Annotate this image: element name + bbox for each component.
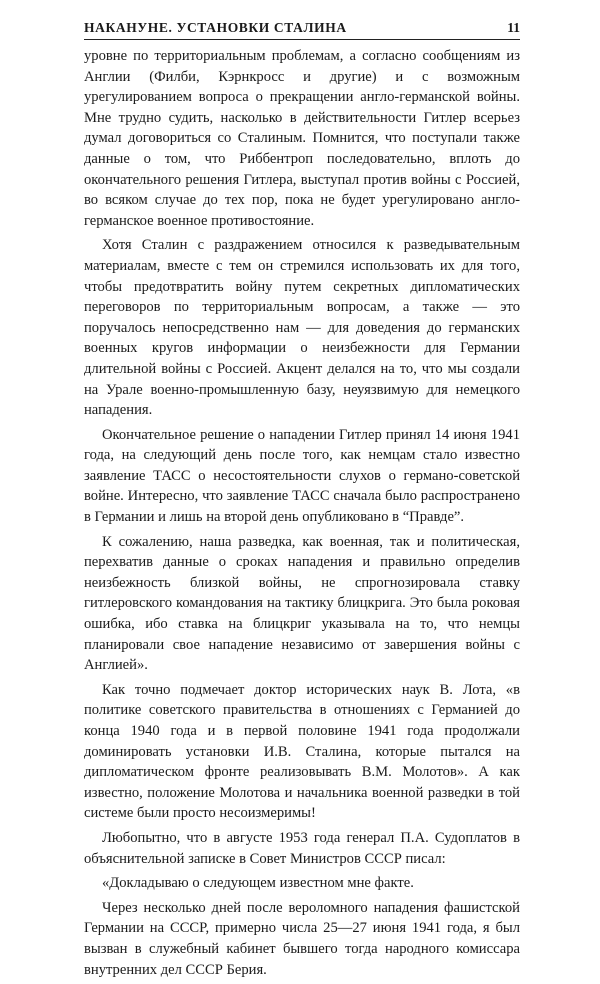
paragraph: Как точно подмечает доктор исторических наук В. Лота, «в политике советского правительства в отношениях с Германией до конца 1940 года и в первой половине 1941 года продолжали доминировать установки И.В. Сталина, которые пытался на дипломатическом фронте реализовывать В.М. Молотов». А как известно, положение Молотова и начальника военной разведки в той системе были просто несоизмеримы!: [84, 681, 520, 822]
paragraph: «Докладываю о следующем известном мне факте.: [102, 875, 414, 892]
paragraph: К сожалению, наша разведка, как военная, так и политическая, перехватив данные о сроках нападения и правильно определив неизбежность близкой войны, не спрогнозировала ставку гитлеровского командования на тактику блицкрига. Это была роковая ошибка, ибо ставка на блицкриг указывала на то, что немцы планировали свое нападение независимо от завершения войны с Англией».: [84, 533, 520, 674]
paragraph: Окончательное решение о нападении Гитлер принял 14 июня 1941 года, на следующий день после того, как немцам стало известно заявление ТАСС о несостоятельности слухов о германо-советской войне. Интересно, что заявление ТАСС сначала было распространено в Германии и лишь на второй день опубликовано в “Правде”.: [84, 426, 520, 526]
running-header: [84, 20, 520, 40]
paragraph: уровне по территориальным проблемам, а согласно сообщениям из Англии (Филби, Кэрнкросс и другие) и с возможным урегулированием вопроса о прекращении англо-германской войны. Мне трудно судить, насколько в действительности Гитлер всерьез думал договориться со Сталиным. Помнится, что поступали также данные о том, что Риббентроп последовательно, вплоть до окончательного решения Гитлера, выступал против войны с Россией, во всяком случае до тех пор, пока не будет урегулировано англо-германское военное противостояние.: [84, 48, 520, 229]
page-body: [84, 46, 520, 980]
paragraph: Хотя Сталин с раздражением относился к разведывательным материалам, вместе с тем он стремился использовать их для того, чтобы предотвратить войну путем секретных дипломатических переговоров по территориальным вопросам, а также — это поручалось непосредственно нам — для доведения до германских военных кругов информации о неизбежности для Германии длительной войны с Россией. Акцент делался на то, что мы создали на Урале военно-промышленную базу, неуязвимую для немецкого нападения.: [84, 237, 520, 419]
paragraph: Любопытно, что в августе 1953 года генерал П.А. Судоплатов в объяснительной записке в Совет Министров СССР писал:: [84, 829, 520, 867]
book-page: [84, 20, 520, 984]
paragraph: Через несколько дней после вероломного нападения фашистской Германии на СССР, примерно числа 25—27 июня 1941 года, я был вызван в служебный кабинет бывшего тогда народного комиссара внутренних дел СССР Берия.: [84, 899, 520, 978]
chapter-title: НАКАНУНЕ. УСТАНОВКИ СТАЛИНА: [84, 20, 347, 35]
page-number: 11: [507, 20, 520, 35]
